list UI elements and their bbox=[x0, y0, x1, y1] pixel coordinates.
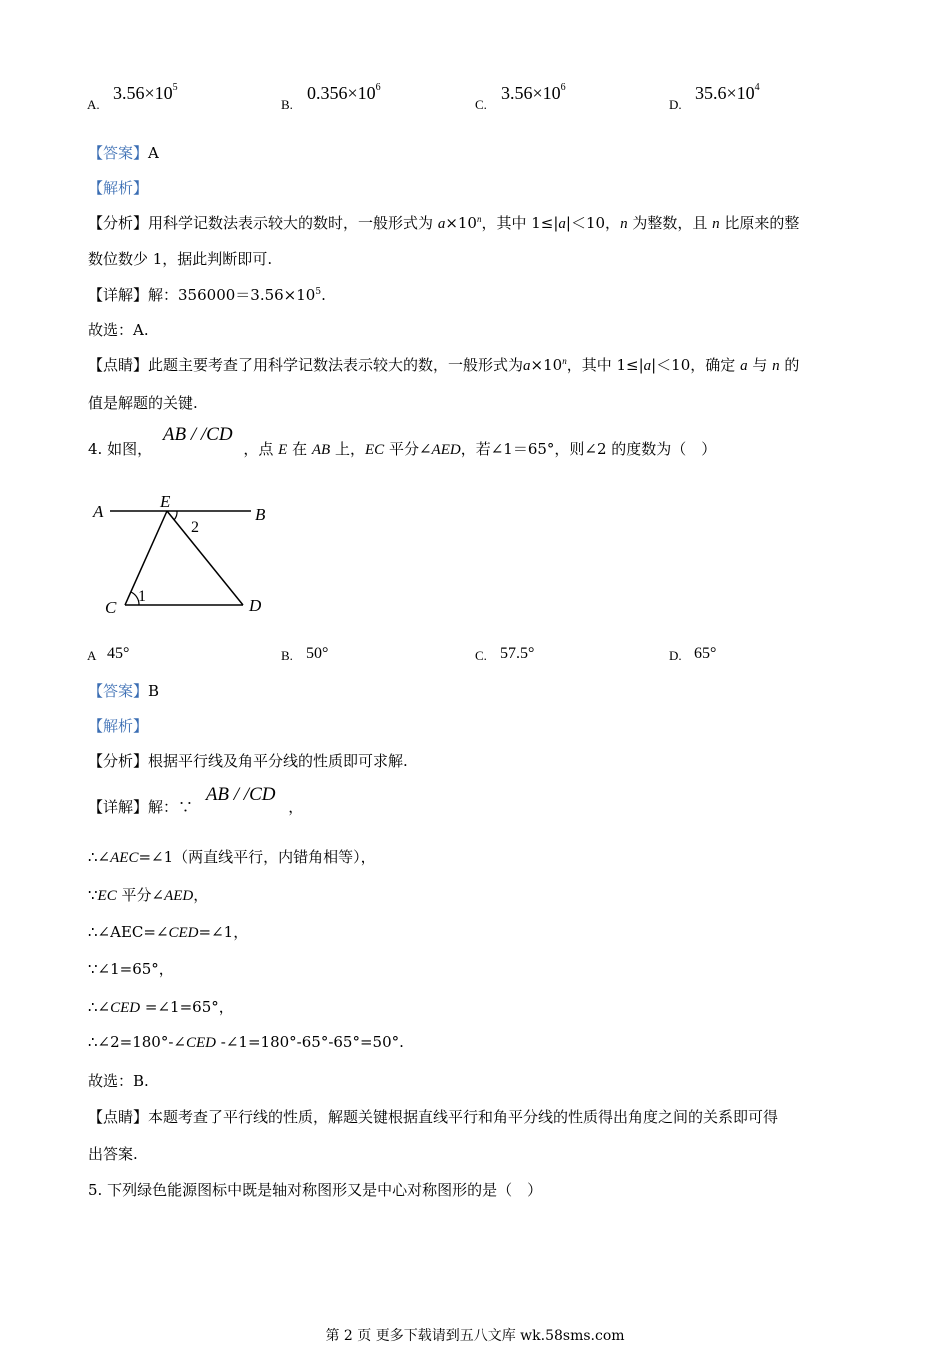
q4-dianjing-line1: 【点睛】本题考查了平行线的性质，解题关键根据直线平行和角平分线的性质得出角度之间的关系即可得 bbox=[88, 1108, 779, 1126]
q4-option-c-value: 57.5° bbox=[500, 645, 535, 662]
q4-option-a-label: A bbox=[87, 648, 97, 663]
q4-step-5: ∴∠CED =∠1=65°， bbox=[88, 998, 234, 1016]
q3-option-b-value: $0.356\times 10^6$ bbox=[307, 82, 381, 103]
q3-guxuan: 故选：A. bbox=[88, 321, 149, 339]
q4-answer: 【答案】B bbox=[88, 682, 160, 700]
q3-fenxi-line2: 数位数少 1，据此判断即可. bbox=[88, 250, 273, 268]
q4-step-1: ∴∠AEC=∠1（两直线平行，内错角相等）， bbox=[88, 848, 376, 866]
q4-guxuan: 故选：B. bbox=[88, 1072, 149, 1090]
q4-xiangjie: 【详解】解：∵ AB / /CD ， bbox=[88, 784, 304, 816]
label-d: D bbox=[249, 596, 262, 615]
page-footer: 第 2 页 更多下载请到五八文库 wk.58sms.com bbox=[325, 1328, 625, 1344]
label-c: C bbox=[105, 598, 117, 617]
q3-fenxi-line1: 【分析】用科学记数法表示较大的数时，一般形式为 $a\times 10^n$，其中 1≤|a|＜10，n 为整数，且 n 比原来的整 bbox=[88, 214, 800, 232]
answer-value: A bbox=[148, 144, 159, 162]
q4-fenxi: 【分析】根据平行线及角平分线的性质即可求解. bbox=[88, 752, 408, 770]
segment-ec bbox=[125, 511, 167, 605]
q3-option-c-label: C. bbox=[475, 97, 487, 112]
q4-parallel-expr-2: AB / /CD bbox=[205, 784, 276, 805]
q4-option-d-value: 65° bbox=[694, 645, 717, 662]
q4-step-4: ∵∠1=65°， bbox=[88, 960, 174, 978]
q4-option-b-value: 50° bbox=[306, 645, 329, 662]
q4-option-b-label: B. bbox=[281, 648, 293, 663]
label-a: A bbox=[93, 502, 104, 521]
q4-figure bbox=[85, 490, 285, 620]
label-b: B bbox=[255, 505, 266, 524]
label-angle-2: 2 bbox=[191, 519, 199, 536]
angle-2-arc bbox=[174, 511, 177, 520]
label-e: E bbox=[160, 492, 171, 511]
q4-step-6: ∴∠2=180°-∠CED -∠1=180°-65°-65°=50°. bbox=[88, 1033, 404, 1051]
q3-dianjing-line1: 【点睛】此题主要考查了用科学记数法表示较大的数，一般形式为$a\times 10^n$，其中 1≤|a|＜10，确定 a 与 n 的 bbox=[88, 356, 800, 374]
q3-jiexi-tag: 【解析】 bbox=[88, 179, 149, 197]
label-angle-1: 1 bbox=[138, 588, 146, 605]
q4-jiexi-tag: 【解析】 bbox=[88, 717, 149, 735]
q3-option-c-value: $3.56\times 10^6$ bbox=[501, 82, 566, 103]
q4-parallel-expr: AB / /CD bbox=[162, 424, 233, 445]
segment-ed bbox=[167, 511, 243, 605]
q3-option-b-label: B. bbox=[281, 97, 293, 112]
answer-tag: 【答案】 bbox=[88, 144, 149, 162]
q4-option-c-label: C. bbox=[475, 648, 487, 663]
q3-option-a-value: $3.56\times 10^5$ bbox=[113, 82, 178, 103]
q3-answer bbox=[88, 142, 159, 163]
q4-step-3: ∴∠AEC=∠CED=∠1， bbox=[88, 923, 249, 941]
q4-stem: 4. 如图， AB / /CD ，点 E 在 AB 上，EC 平分∠AED，若∠1＝65°，则∠2 的度数为（ ） bbox=[88, 424, 717, 458]
q4-step-2: ∵EC 平分∠AED， bbox=[88, 886, 209, 904]
q3-option-a-label: A. bbox=[87, 97, 100, 112]
q3-dianjing-line2: 值是解题的关键. bbox=[88, 394, 198, 412]
q4-option-a-value: 45° bbox=[107, 645, 130, 662]
q4-option-d-label: D. bbox=[669, 648, 682, 663]
q4-dianjing-line2: 出答案. bbox=[88, 1145, 138, 1163]
q3-option-d-label: D. bbox=[669, 97, 682, 112]
q3-option-d-value: $35.6\times 10^4$ bbox=[695, 82, 760, 103]
q5-stem: 5. 下列绿色能源图标中既是轴对称图形又是中心对称图形的是（ ） bbox=[88, 1181, 543, 1199]
q3-xiangjie: 【详解】解：$356000=3.56\times 10^5$. bbox=[88, 286, 326, 304]
